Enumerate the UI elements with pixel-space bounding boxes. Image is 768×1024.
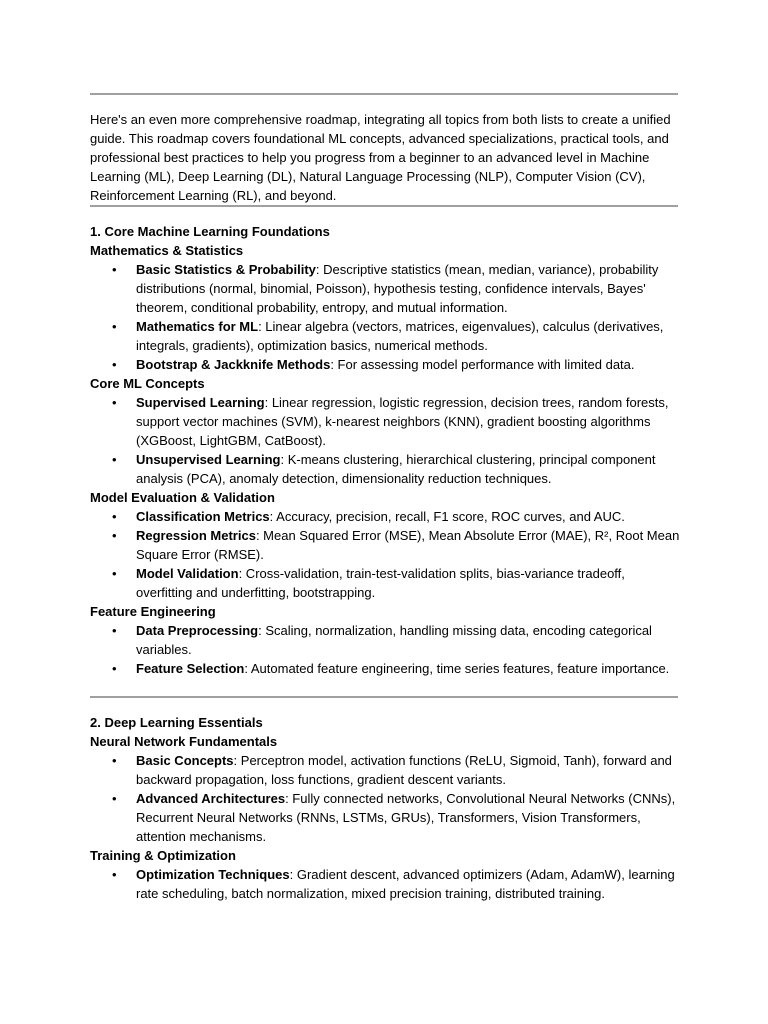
bullet-icon: • — [112, 753, 117, 768]
group-heading: Neural Network Fundamentals — [90, 734, 278, 749]
section-title: 1. Core Machine Learning Foundations — [90, 224, 330, 239]
item-description: : Fully connected networks, Convolutional Neural Networks (CNNs), Recurrent Neural Networks (RNNs, LSTMs, GRUs), Transformers, Vision Transformers, attention mechanisms. — [136, 791, 676, 844]
list-item — [90, 393, 680, 450]
bullet-icon: • — [112, 319, 117, 334]
bullet-icon: • — [112, 262, 117, 277]
bullet-icon: • — [112, 661, 117, 676]
item-term: Feature Selection — [136, 661, 245, 676]
group-heading: Model Evaluation & Validation — [90, 490, 275, 505]
item-term: Data Preprocessing — [136, 623, 259, 638]
group-heading: Feature Engineering — [90, 604, 216, 619]
list-item — [90, 450, 680, 488]
item-term: Basic Statistics & Probability — [136, 262, 316, 277]
bullet-icon: • — [112, 566, 117, 581]
item-term: Optimization Techniques — [136, 867, 290, 882]
item-term: Mathematics for ML — [136, 319, 259, 334]
item-description: : Perceptron model, activation functions (ReLU, Sigmoid, Tanh), forward and backward propagation, loss functions, gradient descent variants. — [136, 753, 672, 787]
item-description: : Descriptive statistics (mean, median, variance), probability distributions (normal, binomial, Poisson), hypothesis testing, confidence intervals, Bayes' theorem, conditional probability, entropy, and mutual information. — [136, 262, 659, 315]
bullet-icon: • — [112, 791, 117, 806]
list-item — [90, 526, 680, 564]
item-description: : Gradient descent, advanced optimizers (Adam, AdamW), learning rate scheduling, batch normalization, mixed precision training, distributed training. — [136, 867, 675, 901]
bullet-icon: • — [112, 528, 117, 543]
item-term: Model Validation — [136, 566, 239, 581]
item-description: : Cross-validation, train-test-validation splits, bias-variance tradeoff, overfitting and underfitting, bootstrapping. — [136, 566, 625, 600]
item-term: Basic Concepts — [136, 753, 234, 768]
group-heading: Mathematics & Statistics — [90, 243, 244, 258]
item-term: Advanced Architectures — [136, 791, 286, 806]
item-description: : Scaling, normalization, handling missing data, encoding categorical variables. — [136, 623, 652, 657]
item-term: Regression Metrics — [136, 528, 256, 543]
horizontal-rule — [90, 205, 678, 207]
item-description: : K-means clustering, hierarchical clustering, principal component analysis (PCA), anomaly detection, dimensionality reduction techniques. — [136, 452, 656, 486]
bullet-icon: • — [112, 357, 117, 372]
bullet-icon: • — [112, 867, 117, 882]
list-item — [90, 789, 680, 846]
bullet-list — [90, 393, 680, 488]
list-item — [90, 355, 680, 374]
group-heading: Training & Optimization — [90, 848, 236, 863]
bullet-list — [90, 507, 680, 602]
horizontal-rule — [90, 696, 678, 698]
section-core-ml — [90, 222, 680, 678]
item-description: : Mean Squared Error (MSE), Mean Absolute Error (MAE), R², Root Mean Square Error (RMSE). — [136, 528, 680, 562]
horizontal-rule — [90, 93, 678, 95]
item-term: Supervised Learning — [136, 395, 265, 410]
list-item — [90, 659, 680, 678]
item-description: : For assessing model performance with limited data. — [330, 357, 635, 372]
item-term: Classification Metrics — [136, 509, 270, 524]
item-term: Unsupervised Learning — [136, 452, 281, 467]
bullet-list — [90, 260, 680, 374]
section-deep-learning — [90, 713, 680, 903]
item-description: : Automated feature engineering, time series features, feature importance. — [244, 661, 670, 676]
list-item — [90, 317, 680, 355]
bullet-icon: • — [112, 623, 117, 638]
item-description: : Linear algebra (vectors, matrices, eigenvalues), calculus (derivatives, integrals, gradients), optimization basics, numerical methods. — [136, 319, 664, 353]
bullet-list — [90, 751, 680, 846]
list-item — [90, 865, 680, 903]
list-item — [90, 507, 680, 526]
intro-paragraph: Here's an even more comprehensive roadmap, integrating all topics from both lists to create a unified guide. This roadmap covers foundational ML concepts, advanced specializations, practical tools, and professional best practices to help you progress from a beginner to an advanced level in Machine Learning (ML), Deep Learning (DL), Natural Language Processing (NLP), Computer Vision (CV), Reinforcement Learning (RL), and beyond. — [90, 112, 671, 203]
list-item — [90, 751, 680, 789]
bullet-list — [90, 621, 680, 678]
list-item — [90, 564, 680, 602]
item-description: : Accuracy, precision, recall, F1 score, ROC curves, and AUC. — [269, 509, 625, 524]
bullet-icon: • — [112, 509, 117, 524]
item-description: : Linear regression, logistic regression, decision trees, random forests, support vector machines (SVM), k-nearest neighbors (KNN), gradient boosting algorithms (XGBoost, LightGBM, CatBoost). — [136, 395, 669, 448]
bullet-list — [90, 865, 680, 903]
bullet-icon: • — [112, 395, 117, 410]
bullet-icon: • — [112, 452, 117, 467]
list-item — [90, 621, 680, 659]
group-heading: Core ML Concepts — [90, 376, 205, 391]
item-term: Bootstrap & Jackknife Methods — [136, 357, 331, 372]
section-title: 2. Deep Learning Essentials — [90, 715, 263, 730]
list-item — [90, 260, 680, 317]
